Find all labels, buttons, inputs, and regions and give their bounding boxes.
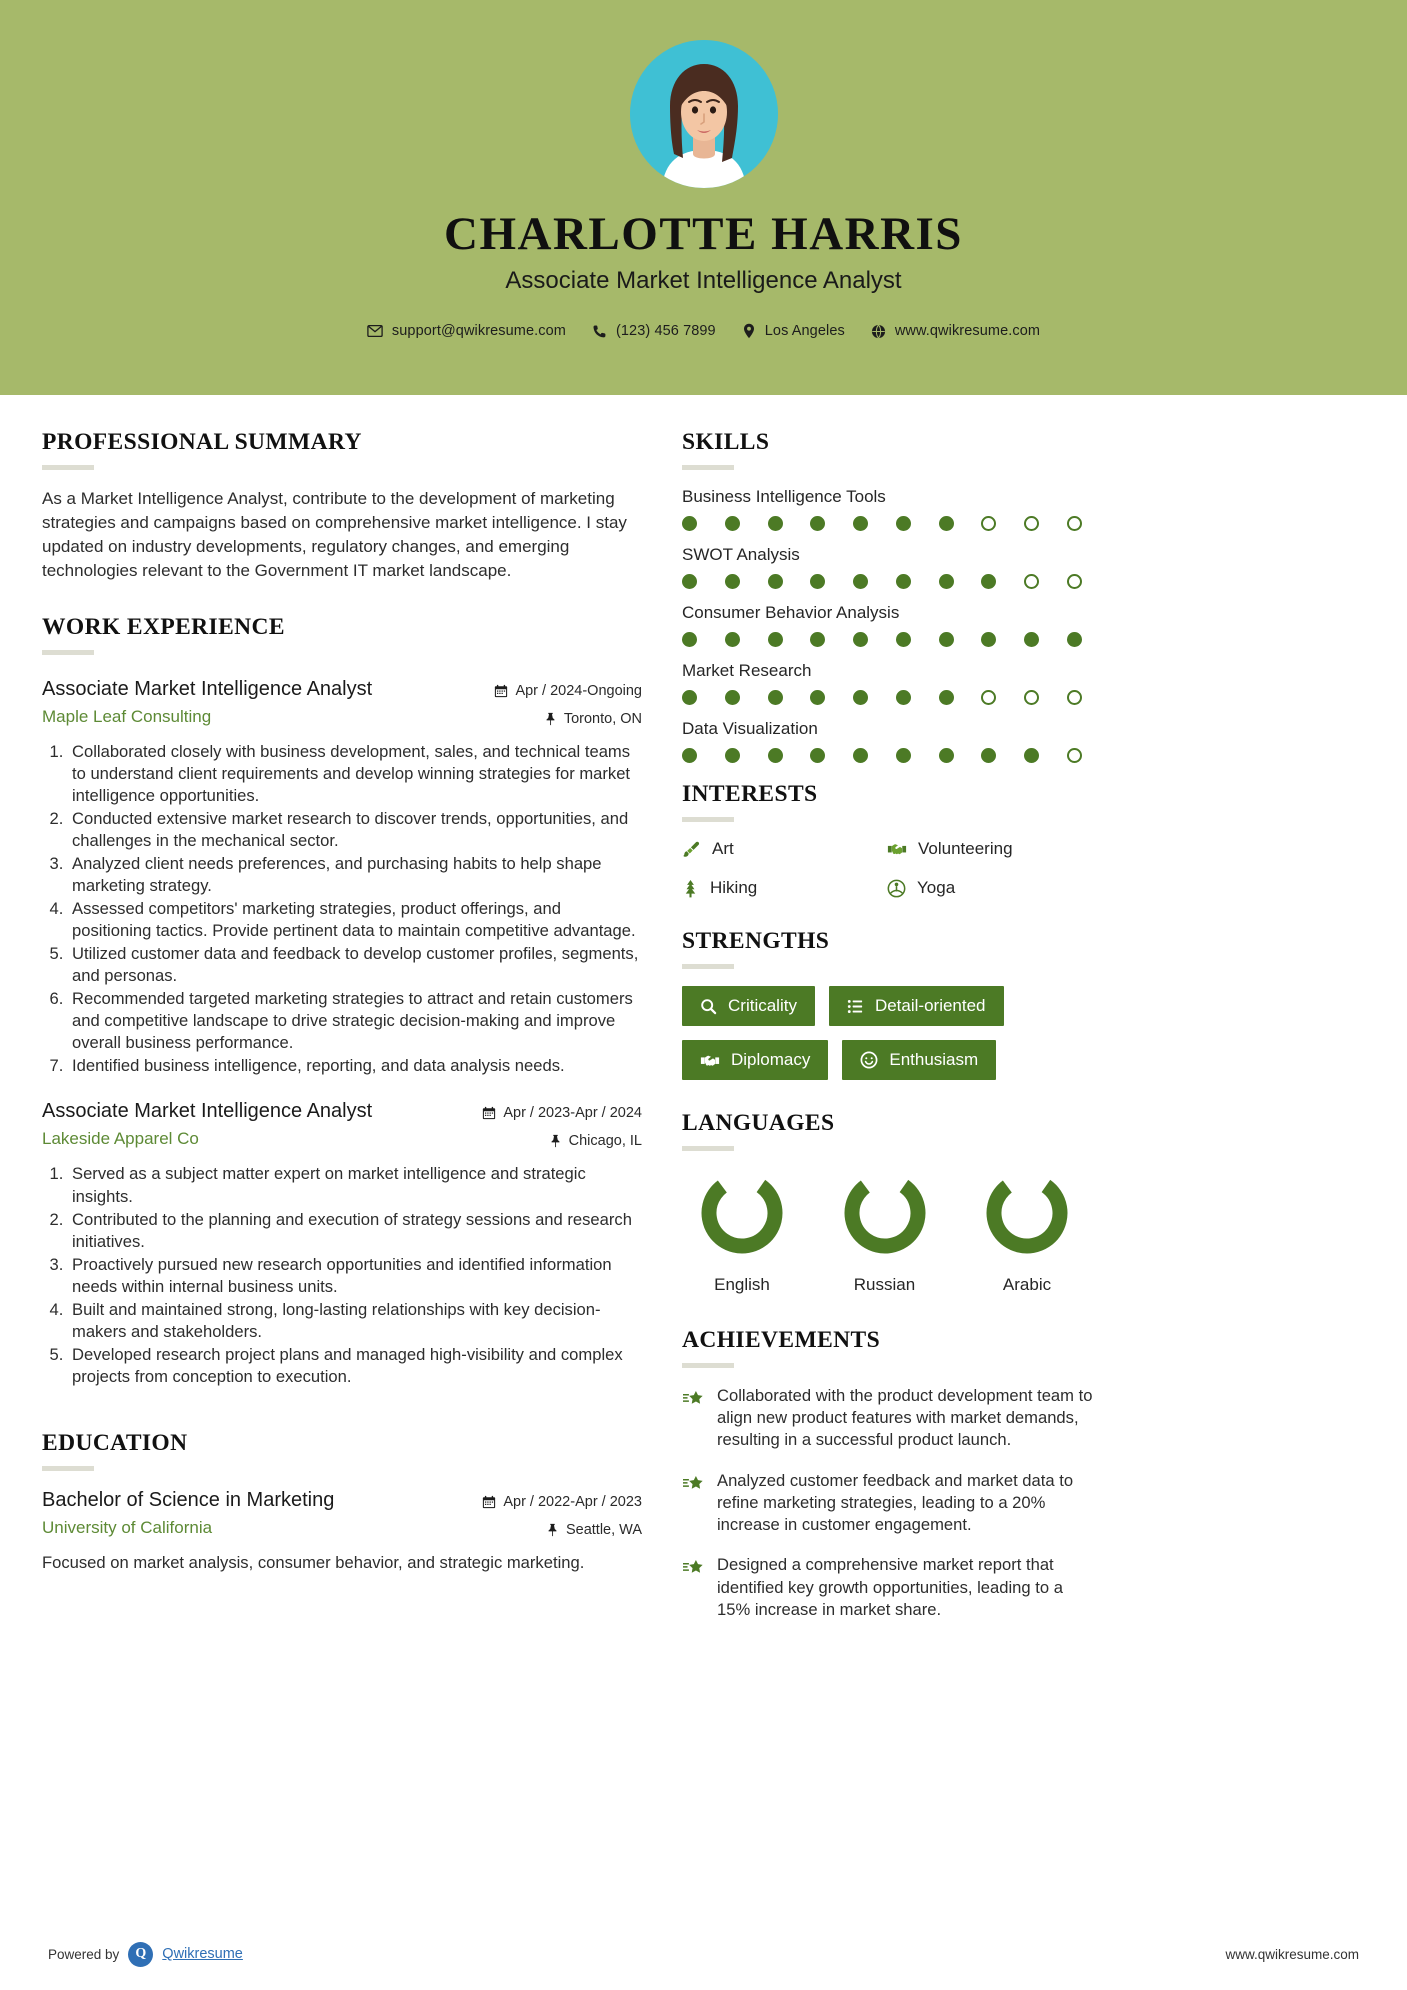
calendar-icon (482, 1495, 496, 1509)
skill-dot-filled (896, 632, 911, 647)
skill-list (682, 487, 1100, 763)
education-identity (42, 1488, 334, 1538)
skill-dot-filled (682, 632, 697, 647)
strength-label: Detail-oriented (874, 996, 986, 1015)
left-column (42, 429, 642, 1582)
education-degree: Bachelor of Science in Marketing (42, 1489, 335, 1512)
skill-dot-filled (682, 574, 697, 589)
section-heading-languages: LANGUAGES (682, 1110, 835, 1136)
strength-chip (682, 1040, 828, 1080)
skill-dot-empty (981, 516, 996, 531)
interest-label: Volunteering (918, 839, 1013, 858)
language-item (682, 1168, 802, 1295)
skill-dot-empty (1024, 690, 1039, 705)
skill-dot-filled (1024, 748, 1039, 763)
paintbrush-icon (682, 840, 701, 859)
skill-dot-filled (810, 516, 825, 531)
job-bullet: 1. Collaborated closely with business development, sales, and technical teams to understand client requirements and develop winning strategies for market intelligence opportunities. (68, 741, 642, 807)
skill-dot-filled (853, 748, 868, 763)
strength-chip (682, 986, 815, 1026)
job-location-text: Chicago, IL (568, 1133, 642, 1150)
handshake-icon (700, 1052, 720, 1069)
achievement-star-icon-wrap (682, 1554, 704, 1621)
language-progress-ring (840, 1168, 930, 1258)
smiley-icon (860, 1051, 878, 1069)
achievement-text: Analyzed customer feedback and market data to refine marketing strategies, leading to a 20% increase in customer engagement. (717, 1470, 1074, 1535)
skill-dot-filled (768, 748, 783, 763)
strength-label: Enthusiasm (889, 1050, 979, 1069)
education-dates-text: Apr / 2022-Apr / 2023 (503, 1494, 642, 1511)
section-heading-skills: SKILLS (682, 429, 770, 455)
job-bullets (42, 1163, 642, 1388)
language-progress-ring (697, 1168, 787, 1258)
skill-name: Data Visualization (682, 719, 818, 738)
contact-email-text: support@qwikresume.com (391, 323, 566, 340)
skill-rating-dots (682, 690, 1082, 705)
achievement-item (682, 1470, 1100, 1537)
skill-dot-filled (768, 690, 783, 705)
contact-website[interactable] (871, 323, 1040, 339)
pin-icon (544, 712, 557, 726)
skill-dot-filled (1024, 632, 1039, 647)
skill-name: SWOT Analysis (682, 545, 800, 564)
job-dates (482, 1105, 642, 1121)
achievement-text: Collaborated with the product development team to align new product features with market demands, resulting in a successful product launch. (717, 1386, 1093, 1450)
avatar-photo-icon (630, 40, 778, 188)
skill-rating-dots (682, 574, 1082, 589)
job-entry (42, 677, 642, 1078)
list-icon (847, 998, 864, 1015)
strength-label: Diplomacy (731, 1050, 811, 1069)
achievement-star-icon (682, 1389, 704, 1409)
section-rule (42, 1466, 94, 1471)
skill-dot-empty (1067, 516, 1082, 531)
skill-dot-filled (682, 516, 697, 531)
summary-text: As a Market Intelligence Analyst, contribute to the development of marketing strategies and campaigns based on comprehensive market intelligence. I stay updated on industry developments, regulatory changes, and emerging technologies relevant to the Government IT market landscape. (42, 489, 627, 581)
interest-label: Art (712, 839, 734, 858)
job-bullet: 4. Built and maintained strong, long-lasting relationships with key decision-makers and stakeholders. (68, 1299, 642, 1343)
education-entry (42, 1488, 642, 1574)
resume-body (0, 395, 1407, 1639)
skill-dot-filled (853, 516, 868, 531)
powered-by-block (48, 1942, 243, 1967)
job-bullet: 3. Analyzed client needs preferences, and purchasing habits to help shape marketing strategy. (68, 853, 642, 897)
skill-dot-filled (939, 632, 954, 647)
skill-rating-dots (682, 516, 1082, 531)
job-list (42, 677, 642, 1389)
skill-dot-empty (981, 690, 996, 705)
job-meta (494, 677, 642, 727)
education-school: University of California (42, 1518, 213, 1538)
skill-dot-filled (768, 574, 783, 589)
job-location (482, 1133, 642, 1149)
achievement-star-icon (682, 1558, 704, 1578)
footer-url: www.qwikresume.com (1225, 1946, 1359, 1962)
skill-dot-filled (725, 632, 740, 647)
section-interests (682, 781, 1100, 898)
contact-location (742, 323, 845, 339)
education-location (482, 1522, 642, 1538)
interest-label: Yoga (917, 878, 956, 897)
skill-dot-filled (810, 748, 825, 763)
skill-row (682, 545, 1100, 589)
skill-dot-filled (810, 690, 825, 705)
skill-row (682, 661, 1100, 705)
calendar-icon (494, 684, 508, 698)
job-bullet: 5. Utilized customer data and feedback to develop customer profiles, segments, and personas. (68, 943, 642, 987)
skill-dot-filled (939, 574, 954, 589)
skill-dot-filled (725, 574, 740, 589)
strength-chip (842, 1040, 996, 1080)
education-location-text: Seattle, WA (565, 1522, 642, 1539)
skill-dot-filled (1067, 632, 1082, 647)
language-label: Arabic (1002, 1275, 1052, 1294)
skill-dot-empty (1024, 516, 1039, 531)
qwikresume-logo-icon: Q (128, 1942, 153, 1967)
section-heading-work: WORK EXPERIENCE (42, 613, 285, 640)
skill-dot-filled (939, 748, 954, 763)
pin-icon (546, 1523, 559, 1537)
skill-name: Business Intelligence Tools (682, 487, 886, 506)
skill-dot-filled (810, 574, 825, 589)
section-heading-interests: INTERESTS (682, 781, 818, 807)
contact-phone-text: (123) 456 7899 (615, 323, 716, 340)
job-meta (482, 1099, 642, 1149)
skill-dot-filled (981, 748, 996, 763)
interest-item (682, 839, 887, 859)
section-rule (42, 650, 94, 655)
job-entry (42, 1099, 642, 1388)
skill-dot-filled (682, 690, 697, 705)
language-label: English (714, 1275, 770, 1294)
job-role: Associate Market Intelligence Analyst (42, 1100, 373, 1123)
skill-dot-filled (981, 632, 996, 647)
skill-rating-dots (682, 748, 1082, 763)
education-description: Focused on market analysis, consumer behavior, and strategic marketing. (42, 1553, 585, 1573)
skill-dot-filled (768, 516, 783, 531)
envelope-icon (367, 323, 383, 339)
section-work-experience (42, 614, 642, 1389)
skill-dot-empty (1067, 690, 1082, 705)
page-title: CHARLOTTE HARRIS (444, 208, 963, 260)
skill-dot-filled (853, 632, 868, 647)
skill-row (682, 487, 1100, 531)
job-location (494, 711, 642, 727)
language-item (967, 1168, 1087, 1295)
contact-email[interactable] (367, 323, 566, 339)
skill-row (682, 719, 1100, 763)
education-dates (482, 1494, 642, 1510)
skill-dot-filled (896, 516, 911, 531)
powered-by-label: Powered by (48, 1946, 120, 1962)
interest-label: Hiking (710, 878, 758, 897)
calendar-icon (482, 1106, 496, 1120)
section-rule (682, 1146, 734, 1151)
achievement-star-icon-wrap (682, 1470, 704, 1537)
education-header (42, 1488, 642, 1538)
achievement-item (682, 1554, 1100, 1621)
contact-website-text: www.qwikresume.com (894, 323, 1041, 340)
section-rule (682, 1363, 734, 1368)
job-company: Lakeside Apparel Co (42, 1129, 199, 1149)
section-professional-summary (42, 429, 642, 584)
language-item (825, 1168, 945, 1295)
skill-dot-filled (810, 632, 825, 647)
language-list (682, 1168, 1087, 1295)
contact-row (367, 323, 1040, 339)
section-achievements (682, 1327, 1100, 1621)
yoga-icon (887, 879, 906, 898)
skill-name: Consumer Behavior Analysis (682, 603, 900, 622)
job-identity (42, 677, 372, 727)
resume-footer (0, 1918, 1407, 1990)
interest-item (682, 878, 887, 898)
strength-chip (829, 986, 1004, 1026)
job-bullet: 4. Assessed competitors' marketing strategies, product offerings, and positioning tactics. Provide pertinent data to maintain competitive advantage. (68, 898, 642, 942)
skill-dot-empty (1024, 574, 1039, 589)
phone-icon (592, 324, 607, 339)
skill-dot-filled (725, 516, 740, 531)
section-heading-strengths: STRENGTHS (682, 928, 830, 954)
job-dates (494, 683, 642, 699)
section-heading-summary: PROFESSIONAL SUMMARY (42, 429, 362, 455)
skill-dot-empty (1067, 574, 1082, 589)
section-education (42, 1430, 642, 1574)
handshake-icon (887, 840, 907, 858)
avatar (630, 40, 778, 188)
contact-phone[interactable] (592, 323, 716, 339)
skill-dot-filled (981, 574, 996, 589)
job-bullet: 7. Identified business intelligence, reporting, and data analysis needs. (68, 1055, 642, 1077)
section-languages (682, 1110, 1100, 1295)
language-label: Russian (853, 1275, 916, 1294)
job-bullets (42, 741, 642, 1078)
job-location-text: Toronto, ON (563, 710, 642, 727)
strength-list (682, 986, 1100, 1080)
resume-header (0, 0, 1407, 395)
section-heading-achievements: ACHIEVEMENTS (682, 1327, 881, 1353)
achievement-star-icon-wrap (682, 1385, 704, 1452)
section-rule (682, 465, 734, 470)
language-progress-ring (982, 1168, 1072, 1258)
education-list (42, 1488, 642, 1574)
skill-rating-dots (682, 632, 1082, 647)
job-company: Maple Leaf Consulting (42, 706, 212, 726)
achievement-list (682, 1385, 1100, 1621)
section-heading-education: EDUCATION (42, 1430, 188, 1457)
skill-dot-filled (853, 690, 868, 705)
header-job-title: Associate Market Intelligence Analyst (505, 267, 902, 295)
skill-dot-filled (939, 516, 954, 531)
job-bullet: 6. Recommended targeted marketing strategies to attract and retain customers and competitive landscape to drive strategic decision-making and improve overall business performance. (68, 988, 642, 1054)
skill-dot-filled (725, 690, 740, 705)
skill-dot-filled (725, 748, 740, 763)
skill-dot-filled (682, 748, 697, 763)
section-rule (682, 817, 734, 822)
education-meta (482, 1488, 642, 1538)
job-bullet: 5. Developed research project plans and managed high-visibility and complex projects from conception to execution. (68, 1344, 642, 1388)
qwikresume-brand-link[interactable]: Qwikresume (162, 1946, 243, 1962)
job-role: Associate Market Intelligence Analyst (42, 677, 373, 700)
job-bullet: 2. Conducted extensive market research to discover trends, opportunities, and challenges in the mechanical sector. (68, 808, 642, 852)
interest-item (887, 878, 1100, 898)
achievement-text: Designed a comprehensive market report that identified key growth opportunities, leading to a 15% increase in market share. (717, 1555, 1063, 1619)
skill-row (682, 603, 1100, 647)
skill-dot-filled (768, 632, 783, 647)
skill-dot-empty (1067, 748, 1082, 763)
interest-item (887, 839, 1100, 859)
skill-dot-filled (896, 690, 911, 705)
tree-icon (682, 879, 699, 898)
job-dates-text: Apr / 2023-Apr / 2024 (503, 1105, 642, 1122)
skill-name: Market Research (682, 661, 812, 680)
search-icon (700, 998, 717, 1015)
map-pin-icon (742, 323, 756, 339)
section-rule (682, 964, 734, 969)
job-dates-text: Apr / 2024-Ongoing (515, 682, 642, 699)
pin-icon (549, 1134, 562, 1148)
skill-dot-filled (896, 574, 911, 589)
skill-dot-filled (939, 690, 954, 705)
job-bullet: 2. Contributed to the planning and execution of strategy sessions and research initiatives. (68, 1209, 642, 1253)
achievement-item (682, 1385, 1100, 1452)
strength-label: Criticality (728, 996, 797, 1015)
globe-icon (871, 324, 886, 339)
achievement-star-icon (682, 1474, 704, 1494)
job-bullet: 1. Served as a subject matter expert on market intelligence and strategic insights. (68, 1163, 642, 1207)
job-header (42, 677, 642, 727)
section-skills (682, 429, 1100, 763)
job-bullet: 3. Proactively pursued new research opportunities and identified information needs within internal business units. (68, 1254, 642, 1298)
section-strengths (682, 928, 1100, 1080)
interest-list (682, 839, 1100, 898)
right-column (682, 429, 1100, 1639)
skill-dot-filled (896, 748, 911, 763)
job-identity (42, 1099, 372, 1149)
job-header (42, 1099, 642, 1149)
skill-dot-filled (853, 574, 868, 589)
contact-location-text: Los Angeles (764, 323, 845, 340)
section-rule (42, 465, 94, 470)
